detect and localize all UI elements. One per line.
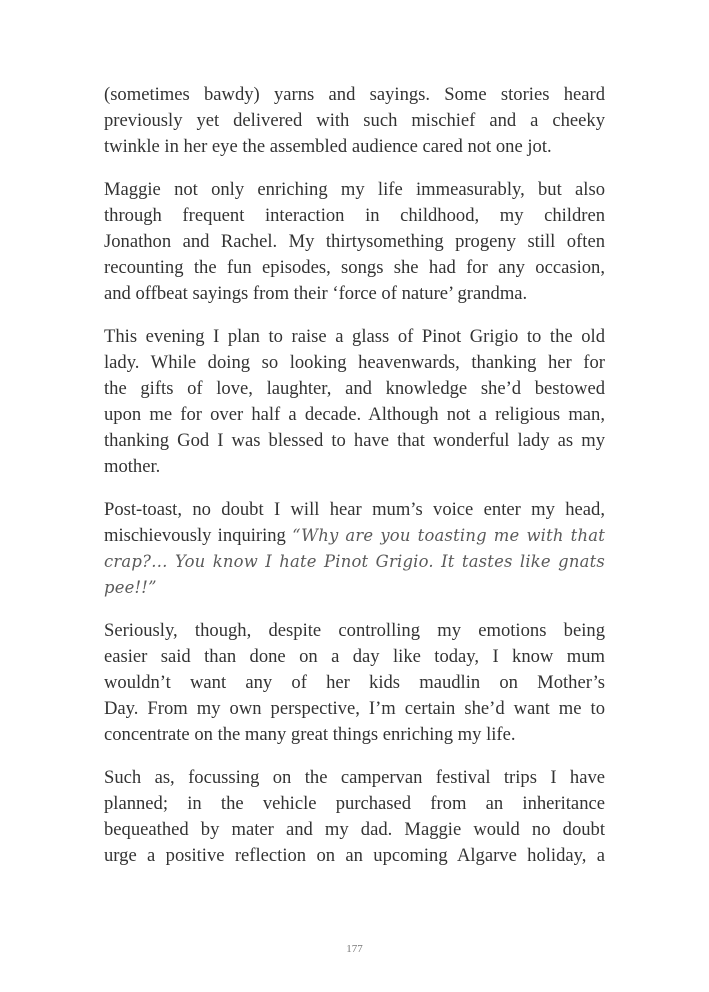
body-text: wouldn’t want any of her kids maudlin on Mother’s <box>104 672 605 693</box>
body-text: twinkle in her eye the assembled audience cared not one jot. <box>104 136 552 157</box>
body-text: the gifts of love, laughter, and knowledge she’d bestowed <box>104 378 605 399</box>
text-line <box>104 108 605 134</box>
text-line <box>104 177 605 203</box>
text-line <box>104 82 605 108</box>
body-text: thanking God I was blessed to have that wonderful lady as my <box>104 430 605 451</box>
text-line <box>104 618 605 644</box>
body-text: This evening I plan to raise a glass of Pinot Grigio to the old <box>104 326 605 347</box>
body-text: Such as, focussing on the campervan festival trips I have <box>104 767 605 788</box>
text-line <box>104 497 605 523</box>
text-line <box>104 454 605 480</box>
paragraph <box>104 177 605 307</box>
body-text: urge a positive reflection on an upcoming Algarve holiday, a <box>104 845 605 866</box>
text-line <box>104 229 605 255</box>
italic-quote-text: crap?… You know I hate Pinot Grigio. It tastes like gnats <box>104 552 605 571</box>
body-text: and offbeat sayings from their ‘force of nature’ grandma. <box>104 283 528 304</box>
text-line <box>104 350 605 376</box>
text-line <box>104 376 605 402</box>
paragraph <box>104 497 605 601</box>
text-line <box>104 281 605 307</box>
paragraph <box>104 618 605 748</box>
body-text: bequeathed by mater and my dad. Maggie would no doubt <box>104 819 605 840</box>
text-line <box>104 696 605 722</box>
text-line <box>104 203 605 229</box>
text-line <box>104 324 605 350</box>
text-line <box>104 817 605 843</box>
paragraph <box>104 324 605 480</box>
text-line <box>104 765 605 791</box>
text-line <box>104 134 605 160</box>
body-text: concentrate on the many great things enriching my life. <box>104 724 516 745</box>
italic-quote-text: pee!!” <box>104 578 157 597</box>
italic-quote-text: “Why are you toasting me with that <box>292 526 605 545</box>
page-number: 177 <box>346 943 363 955</box>
body-text: upon me for over half a decade. Although not a religious man, <box>104 404 605 425</box>
page-body <box>104 82 605 886</box>
body-text: Seriously, though, despite controlling my emotions being <box>104 620 605 641</box>
body-text: Jonathon and Rachel. My thirtysomething progeny still often <box>104 231 605 252</box>
text-line <box>104 644 605 670</box>
body-text: planned; in the vehicle purchased from an inheritance <box>104 793 605 814</box>
text-line <box>104 428 605 454</box>
body-text: Maggie not only enriching my life immeasurably, but also <box>104 179 605 200</box>
text-line <box>104 670 605 696</box>
text-line <box>104 791 605 817</box>
text-line <box>104 255 605 281</box>
body-text: easier said than done on a day like today, I know mum <box>104 646 605 667</box>
text-line <box>104 722 605 748</box>
body-text: through frequent interaction in childhood, my children <box>104 205 605 226</box>
text-line <box>104 575 605 601</box>
text-line <box>104 523 605 549</box>
body-text: lady. While doing so looking heavenwards, thanking her for <box>104 352 605 373</box>
body-text: Post-toast, no doubt I will hear mum’s voice enter my head, <box>104 499 605 520</box>
text-line <box>104 843 605 869</box>
body-text: mischievously inquiring <box>104 525 293 546</box>
text-line <box>104 549 605 575</box>
body-text: previously yet delivered with such mischief and a cheeky <box>104 110 605 131</box>
body-text: (sometimes bawdy) yarns and sayings. Some stories heard <box>104 84 605 105</box>
body-text: recounting the fun episodes, songs she had for any occasion, <box>104 257 605 278</box>
paragraph <box>104 765 605 869</box>
text-line <box>104 402 605 428</box>
body-text: mother. <box>104 456 161 477</box>
body-text: Day. From my own perspective, I’m certain she’d want me to <box>104 698 605 719</box>
paragraph <box>104 82 605 160</box>
